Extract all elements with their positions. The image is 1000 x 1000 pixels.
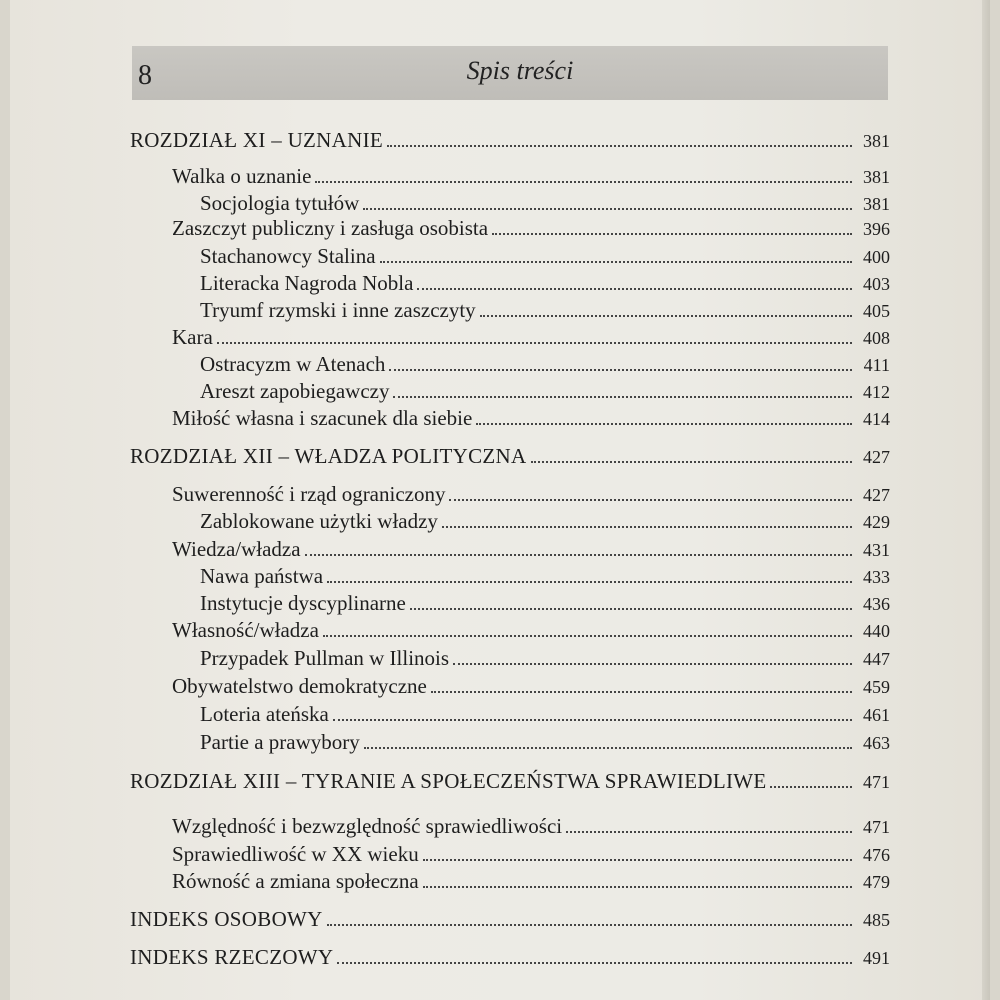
toc-entry-page: 403: [863, 274, 890, 294]
toc-entry: [172, 478, 890, 506]
toc-entry-page: 433: [863, 567, 890, 587]
toc-entry-page: 440: [863, 621, 890, 641]
toc-entry: [200, 698, 890, 726]
toc-entry-title: Walka o uznanie: [172, 164, 312, 188]
toc-entry: [172, 614, 890, 642]
toc-entry-title: Zaszczyt publiczny i zasługa osobista: [172, 216, 489, 240]
toc-entry-page: 396: [863, 219, 890, 239]
toc-entry-title: Nawa państwa: [200, 564, 324, 588]
toc-entry-page: 485: [863, 910, 890, 930]
toc-entry-title: ROZDZIAŁ XII – WŁADZA POLITYCZNA: [130, 444, 527, 468]
toc-entry-title: Socjologia tytułów: [200, 191, 360, 215]
toc-entry: [200, 642, 890, 670]
toc-entry-page: 427: [863, 447, 890, 467]
toc-entry-title: Względność i bezwzględność sprawiedliwości: [172, 814, 563, 838]
toc-chapter: [130, 941, 890, 969]
toc-entry-page: 461: [863, 705, 890, 725]
toc-entry: [200, 240, 890, 268]
dot-leader: [423, 859, 852, 861]
dot-leader: [380, 261, 852, 263]
toc-entry: [172, 321, 890, 349]
toc-entry: [200, 267, 890, 295]
toc-chapter: [130, 124, 890, 152]
toc-entry: [172, 533, 890, 561]
toc-entry-title: Ostracyzm w Atenach: [200, 352, 386, 376]
toc-entry: [200, 505, 890, 533]
dot-leader: [393, 396, 852, 398]
toc-entry: [172, 838, 890, 866]
dot-leader: [364, 747, 852, 749]
dot-leader: [476, 423, 852, 425]
toc-entry-title: ROZDZIAŁ XI – UZNANIE: [130, 128, 383, 152]
dot-leader: [387, 145, 852, 147]
toc-entry-title: Miłość własna i szacunek dla siebie: [172, 406, 473, 430]
toc-entry: [200, 726, 890, 754]
dot-leader: [480, 315, 852, 317]
toc-entry-title: Areszt zapobiegawczy: [200, 379, 390, 403]
toc-entry: [172, 212, 890, 240]
dot-leader: [333, 719, 852, 721]
toc-entry: [172, 670, 890, 698]
toc-entry-title: Wiedza/władza: [172, 537, 301, 561]
toc-chapter: [130, 903, 890, 931]
toc-entry-page: 479: [863, 872, 890, 892]
toc-chapter: [130, 440, 890, 468]
toc-chapter: [130, 765, 890, 793]
toc-entry: [172, 160, 890, 188]
toc-entry-page: 412: [863, 382, 890, 402]
toc-entry-page: 408: [863, 328, 890, 348]
dot-leader: [442, 526, 852, 528]
dot-leader: [531, 461, 853, 463]
toc-entry: [200, 560, 890, 588]
dot-leader: [431, 691, 852, 693]
toc-entry-page: 459: [863, 677, 890, 697]
toc-entry-page: 381: [863, 131, 890, 151]
toc-entry-page: 400: [863, 247, 890, 267]
dot-leader: [305, 554, 852, 556]
toc-entry-page: 405: [863, 301, 890, 321]
dot-leader: [327, 581, 852, 583]
toc-entry-title: Tryumf rzymski i inne zaszczyty: [200, 298, 476, 322]
toc-entry-title: Własność/władza: [172, 618, 319, 642]
dot-leader: [453, 663, 852, 665]
page-number: 8: [138, 60, 152, 91]
toc-entry-title: Instytucje dyscyplinarne: [200, 591, 406, 615]
toc-entry: [172, 402, 890, 430]
toc-entry-title: Sprawiedliwość w XX wieku: [172, 842, 419, 866]
toc-entry-page: 427: [863, 485, 890, 505]
toc-entry-page: 381: [863, 167, 890, 187]
toc-entry-title: Kara: [172, 325, 213, 349]
dot-leader: [389, 369, 852, 371]
dot-leader: [315, 181, 852, 183]
toc-entry-title: Zablokowane użytki władzy: [200, 509, 438, 533]
toc-entry-title: Loteria ateńska: [200, 702, 329, 726]
toc-entry-page: 436: [863, 594, 890, 614]
dot-leader: [449, 499, 852, 501]
dot-leader: [323, 635, 852, 637]
dot-leader: [337, 962, 852, 964]
toc-entry-page: 476: [863, 845, 890, 865]
section-title: Spis treści: [466, 56, 574, 85]
page-edge: [982, 0, 990, 1000]
toc-entry: [172, 865, 890, 893]
toc-entry-title: Partie a prawybory: [200, 730, 360, 754]
dot-leader: [410, 608, 852, 610]
toc-entry-page: 447: [863, 649, 890, 669]
dot-leader: [423, 886, 852, 888]
dot-leader: [217, 342, 852, 344]
toc-entry-page: 491: [863, 948, 890, 968]
toc-entry-page: 431: [863, 540, 890, 560]
toc-entry-page: 471: [863, 772, 890, 792]
toc-entry-title: Obywatelstwo demokratyczne: [172, 674, 427, 698]
toc-entry-page: 414: [863, 409, 890, 429]
toc-entry-title: INDEKS OSOBOWY: [130, 907, 323, 931]
toc-entry: [200, 187, 890, 215]
toc-entry: [200, 375, 890, 403]
toc-entry-page: 411: [863, 355, 890, 375]
toc-entry-page: 463: [863, 733, 890, 753]
toc-entry-title: INDEKS RZECZOWY: [130, 945, 334, 969]
dot-leader: [770, 786, 852, 788]
toc-entry: [200, 294, 890, 322]
toc-entry: [200, 348, 890, 376]
toc-entry-page: 471: [863, 817, 890, 837]
toc-entry-title: Literacka Nagroda Nobla: [200, 271, 414, 295]
dot-leader: [417, 288, 852, 290]
toc-entry-title: Przypadek Pullman w Illinois: [200, 646, 450, 670]
dot-leader: [327, 924, 852, 926]
dot-leader: [363, 208, 852, 210]
toc-entry-title: ROZDZIAŁ XIII – TYRANIE A SPOŁECZEŃSTWA SPRAWIEDLIWE: [130, 769, 767, 793]
toc-entry-page: 429: [863, 512, 890, 532]
toc-entry: [200, 587, 890, 615]
dot-leader: [492, 233, 852, 235]
toc-entry-page: 381: [863, 194, 890, 214]
toc-entry-title: Stachanowcy Stalina: [200, 244, 376, 268]
toc-entry-title: Suwerenność i rząd ograniczony: [172, 482, 446, 506]
toc-entry-title: Równość a zmiana społeczna: [172, 869, 419, 893]
toc-entry: [172, 810, 890, 838]
dot-leader: [566, 831, 852, 833]
